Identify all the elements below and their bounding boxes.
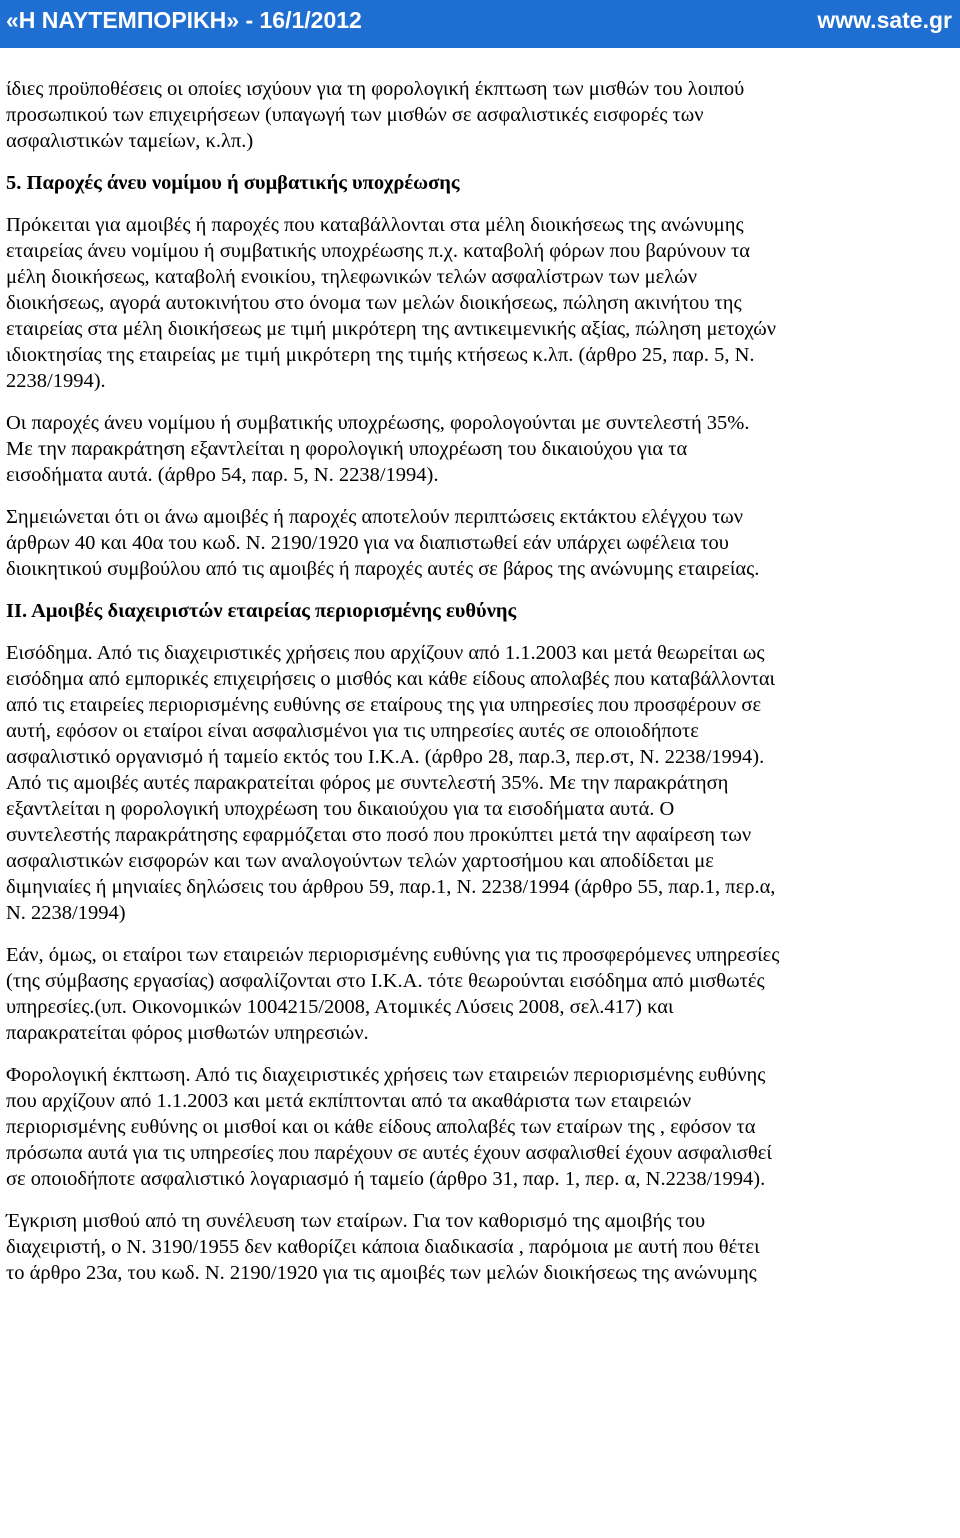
text-line: εισόδημα από εμπορικές επιχειρήσεις ο μισθός και κάθε είδους απολαβές που καταβάλλονται xyxy=(6,668,776,690)
text-line: Από τις αμοιβές αυτές παρακρατείται φόρος με συντελεστή 35%. Με την παρακράτηση xyxy=(6,772,729,794)
text-line: ίδιες προϋποθέσεις οι οποίες ισχύουν για τη φορολογική έκπτωση των μισθών του λοιπού xyxy=(6,78,745,100)
document-body xyxy=(6,76,956,1286)
paragraph-gap xyxy=(6,1046,956,1062)
paragraph xyxy=(6,1208,956,1286)
paragraph-gap xyxy=(6,582,956,598)
text-line: αυτή, εφόσον οι εταίροι είναι ασφαλισμένοι για τις υπηρεσίες αυτές σε οποιοδήποτε xyxy=(6,720,699,742)
text-line: προσωπικού των επιχειρήσεων (υπαγωγή των μισθών σε ασφαλιστικές εισφορές των xyxy=(6,104,704,126)
text-line: 2238/1994). xyxy=(6,370,106,392)
paragraph xyxy=(6,212,956,394)
text-line: άρθρων 40 και 40α του κωδ. Ν. 2190/1920 για να διαπιστωθεί εάν υπάρχει ωφέλεια του xyxy=(6,532,729,554)
text-line: διοικήσεως, αγορά αυτοκινήτου στο όνομα των μελών διοικήσεως, πώληση ακινήτου της xyxy=(6,292,742,314)
text-line: Οι παροχές άνευ νομίμου ή συμβατικής υποχρέωσης, φορολογούνται με συντελεστή 35%. xyxy=(6,412,750,434)
paragraph-gap xyxy=(6,926,956,942)
section-heading xyxy=(6,170,956,196)
text-line: Εάν, όμως, οι εταίροι των εταιρειών περιορισμένης ευθύνης για τις προσφερόμενες υπηρεσίες xyxy=(6,944,780,966)
text-line: 5. Παροχές άνευ νομίμου ή συμβατικής υποχρέωσης xyxy=(6,172,460,194)
paragraph-gap xyxy=(6,1192,956,1208)
text-line: περιορισμένης ευθύνης οι μισθοί και οι κάθε είδους απολαβές των εταίρων της , εφόσον τα xyxy=(6,1116,756,1138)
paragraph xyxy=(6,1062,956,1192)
text-line: παρακρατείται φόρος μισθωτών υπηρεσιών. xyxy=(6,1022,369,1044)
text-line: εξαντλείται η φορολογική υποχρέωση του δικαιούχου για τα εισοδήματα αυτά. Ο xyxy=(6,798,675,820)
text-line: Φορολογική έκπτωση. Από τις διαχειριστικές χρήσεις των εταιρειών περιορισμένης ευθύνης xyxy=(6,1064,766,1086)
text-line: ΙΙ. Αμοιβές διαχειριστών εταιρείας περιορισμένης ευθύνης xyxy=(6,600,517,622)
text-line: σε οποιοδήποτε ασφαλιστικό λογαριασμό ή ταμείο (άρθρο 31, παρ. 1, περ. α, Ν.2238/1994). xyxy=(6,1168,766,1190)
text-line: μέλη διοικήσεως, καταβολή ενοικίου, τηλεφωνικών τελών ασφαλίστρων των μελών xyxy=(6,266,697,288)
text-line: διμηνιαίες ή μηνιαίες δηλώσεις του άρθρου 59, παρ.1, Ν. 2238/1994 (άρθρο 55, παρ.1, περ.α, xyxy=(6,876,776,898)
text-line: εταιρείας στα μέλη διοικήσεως με τιμή μικρότερη της αντικειμενικής αξίας, πώληση μετοχών xyxy=(6,318,777,340)
paragraph xyxy=(6,76,956,154)
text-line: εισοδήματα αυτά. (άρθρο 54, παρ. 5, Ν. 2238/1994). xyxy=(6,464,439,486)
paragraph-gap xyxy=(6,196,956,212)
paragraph xyxy=(6,410,956,488)
text-line: διοικητικού συμβούλου από τις αμοιβές ή παροχές αυτές σε βάρος της ανώνυμης εταιρείας. xyxy=(6,558,760,580)
header-site: www.sate.gr xyxy=(817,7,952,33)
text-line: Με την παρακράτηση εξαντλείται η φορολογική υποχρέωση του δικαιούχου για τα xyxy=(6,438,688,460)
page-header xyxy=(0,0,960,48)
paragraph xyxy=(6,640,956,926)
text-line: εταιρείας άνευ νομίμου ή συμβατικής υποχρέωσης π.χ. καταβολή φόρων που βαρύνουν τα xyxy=(6,240,750,262)
text-line: υπηρεσίες.(υπ. Οικονομικών 1004215/2008, Ατομικές Λύσεις 2008, σελ.417) και xyxy=(6,996,674,1018)
text-line: το άρθρο 23α, του κωδ. Ν. 2190/1920 για τις αμοιβές των μελών διοικήσεως της ανώνυμης xyxy=(6,1262,757,1284)
text-line: ιδιοκτησίας της εταιρείας με τιμή μικρότερη της τιμής κτήσεως κ.λπ. (άρθρο 25, παρ. 5, Ν. xyxy=(6,344,755,366)
text-line: διαχειριστή, ο Ν. 3190/1955 δεν καθορίζει κάποια διαδικασία , παρόμοια με αυτή που θέτει xyxy=(6,1236,760,1258)
text-line: Έγκριση μισθού από τη συνέλευση των εταίρων. Για τον καθορισμό της αμοιβής του xyxy=(6,1210,706,1232)
text-line: συντελεστής παρακράτησης εφαρμόζεται στο ποσό που προκύπτει μετά την αφαίρεση των xyxy=(6,824,752,846)
paragraph-gap xyxy=(6,624,956,640)
text-line: Πρόκειται για αμοιβές ή παροχές που καταβάλλονται στα μέλη διοικήσεως της ανώνυμης xyxy=(6,214,744,236)
paragraph xyxy=(6,942,956,1046)
text-line: ασφαλιστικών ταμείων, κ.λπ.) xyxy=(6,130,254,152)
text-line: Σημειώνεται ότι οι άνω αμοιβές ή παροχές αποτελούν περιπτώσεις εκτάκτου ελέγχου των xyxy=(6,506,744,528)
text-line: που αρχίζουν από 1.1.2003 και μετά εκπίπτονται από τα ακαθάριστα των εταιρειών xyxy=(6,1090,692,1112)
section-heading xyxy=(6,598,956,624)
paragraph-gap xyxy=(6,488,956,504)
paragraph xyxy=(6,504,956,582)
paragraph-gap xyxy=(6,154,956,170)
text-line: (της σύμβασης εργασίας) ασφαλίζονται στο Ι.Κ.Α. τότε θεωρούνται εισόδημα από μισθωτές xyxy=(6,970,765,992)
text-line: ασφαλιστικών εισφορών και των αναλογούντων τελών χαρτοσήμου και αποδίδεται με xyxy=(6,850,714,872)
text-line: πρόσωπα αυτά για τις υπηρεσίες που παρέχουν σε αυτές έχουν ασφαλισθεί έχουν ασφαλισθεί xyxy=(6,1142,772,1164)
text-line: από τις εταιρείες περιορισμένης ευθύνης σε εταίρους της για υπηρεσίες που προσφέρουν σε xyxy=(6,694,762,716)
header-title: «Η ΝΑΥΤΕΜΠΟΡΙΚΗ» - 16/1/2012 xyxy=(6,7,362,33)
text-line: Ν. 2238/1994) xyxy=(6,902,126,924)
text-line: ασφαλιστικό οργανισμό ή ταμείο εκτός του Ι.Κ.Α. (άρθρο 28, παρ.3, περ.στ, Ν. 2238/1994). xyxy=(6,746,765,768)
paragraph-gap xyxy=(6,394,956,410)
text-line: Εισόδημα. Από τις διαχειριστικές χρήσεις που αρχίζουν από 1.1.2003 και μετά θεωρείται ως xyxy=(6,642,765,664)
